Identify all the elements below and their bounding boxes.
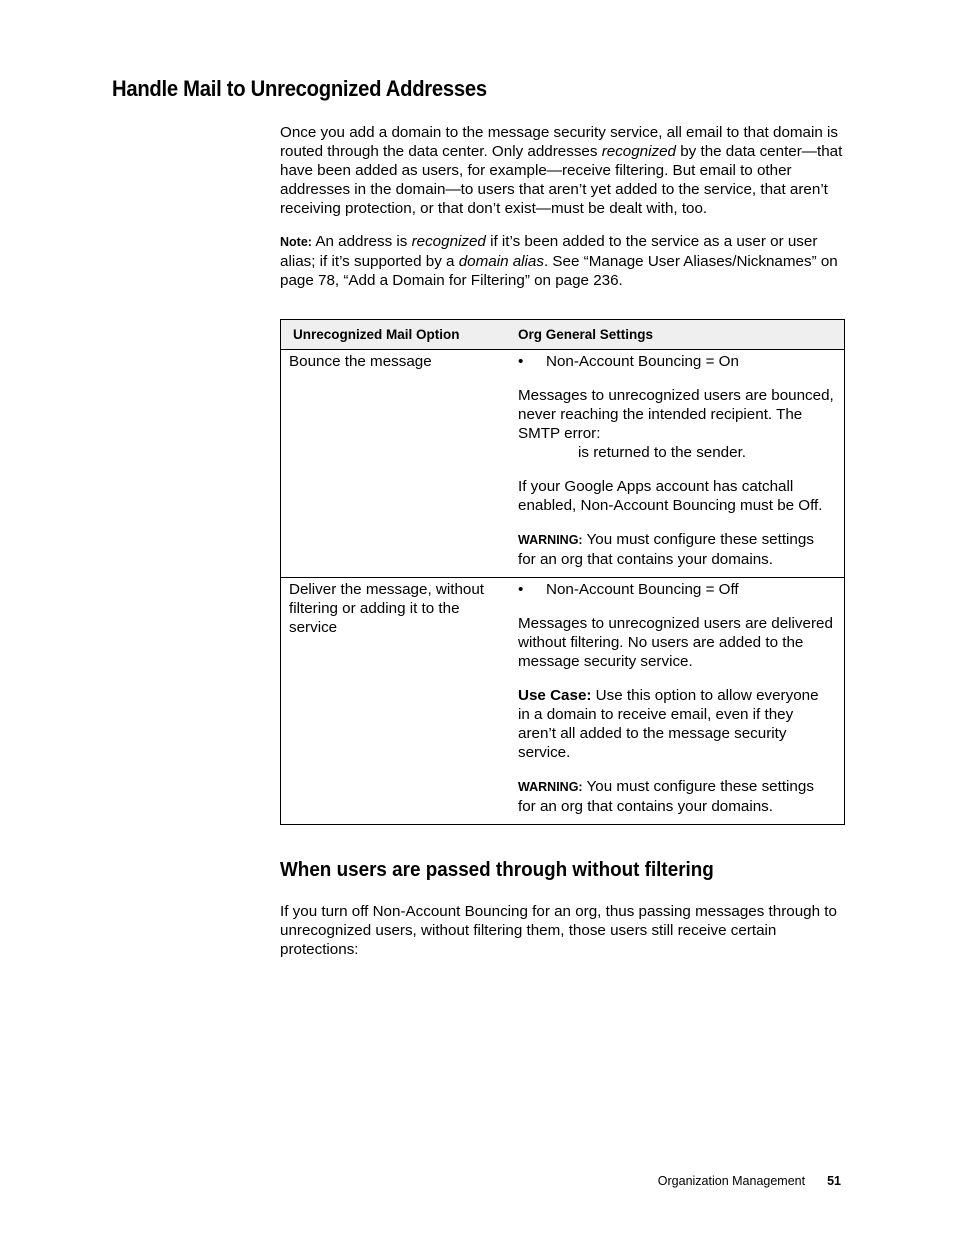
description-continuation: is returned to the sender. [578,444,747,461]
intro-text-cont: by the data center—that have been added as users, for example—receive filtering. But email to other addresses in the domain—to users that aren’t yet added to the service, that aren’t receiving protection, or that don’t exist—must be dealt with, too. [280,143,843,217]
note-emphasis-recognized: recognized [411,233,486,250]
warning-note [518,530,834,569]
page-number: 51 [827,1174,841,1188]
setting-description [518,386,834,462]
bullet-marker: • [518,581,524,598]
subsection-paragraph: If you turn off Non-Account Bouncing for an org, thus passing messages through to unrecognized users, without filtering them, those users still receive certain protections: [280,903,837,958]
mail-options-table [280,319,845,825]
setting-value: Non-Account Bouncing = Off [546,581,739,598]
use-case-note [518,686,834,762]
setting-value: Non-Account Bouncing = On [546,353,739,370]
note-text-end: . See “Manage User Aliases/Nicknames” on page 78, “Add a Domain for Filtering” on page 236. [280,253,838,289]
warning-text: You must configure these settings for an org that contains your domains. [518,778,814,815]
note-label: Note: [280,235,312,249]
note-text: An address is [311,233,412,250]
description-text: Messages to unrecognized users are bounced, never reaching the intended recipient. The SMTP error: [518,387,834,442]
page-footer [658,1174,841,1188]
warning-label: WARNING: [518,780,583,794]
warning-text: You must configure these settings for an org that contains your domains. [518,531,814,568]
warning-note [518,777,834,816]
table-row [281,350,845,578]
note-paragraph [280,232,846,290]
setting-bullet [518,352,834,371]
bullet-marker: • [518,353,524,370]
note-text-cont: if it’s been added to the service as a user or user alias; if it’s supported by a [280,233,818,270]
setting-bullet [518,580,834,599]
section-title: Handle Mail to Unrecognized Addresses [112,76,487,101]
subsection-title: When users are passed through without filtering [280,858,714,881]
use-case-label: Use Case: [518,687,592,704]
warning-label: WARNING: [518,533,583,547]
settings-cell [510,578,845,825]
catchall-note: If your Google Apps account has catchall enabled, Non-Account Bouncing must be Off. [518,478,823,514]
intro-text: Once you add a domain to the message security service, all email to that domain is routed through the data center. Only addresses [280,124,838,160]
option-cell: Deliver the message, without filtering or adding it to the service [281,578,511,825]
intro-paragraph [280,123,846,218]
table-header-row [281,320,845,350]
header-unrecognized-mail-option: Unrecognized Mail Option [281,320,511,350]
header-org-general-settings: Org General Settings [510,320,845,350]
footer-chapter: Organization Management [657,1174,806,1188]
use-case-text: Use this option to allow everyone in a domain to receive email, even if they aren’t all added to the message security service. [518,687,819,761]
setting-description: Messages to unrecognized users are delivered without filtering. No users are added to the message security service. [518,615,833,670]
option-cell: Bounce the message [281,350,511,578]
intro-emphasis: recognized [601,143,676,160]
settings-cell [510,350,845,578]
table-row [281,578,845,825]
note-emphasis-domain-alias: domain alias [458,253,544,270]
